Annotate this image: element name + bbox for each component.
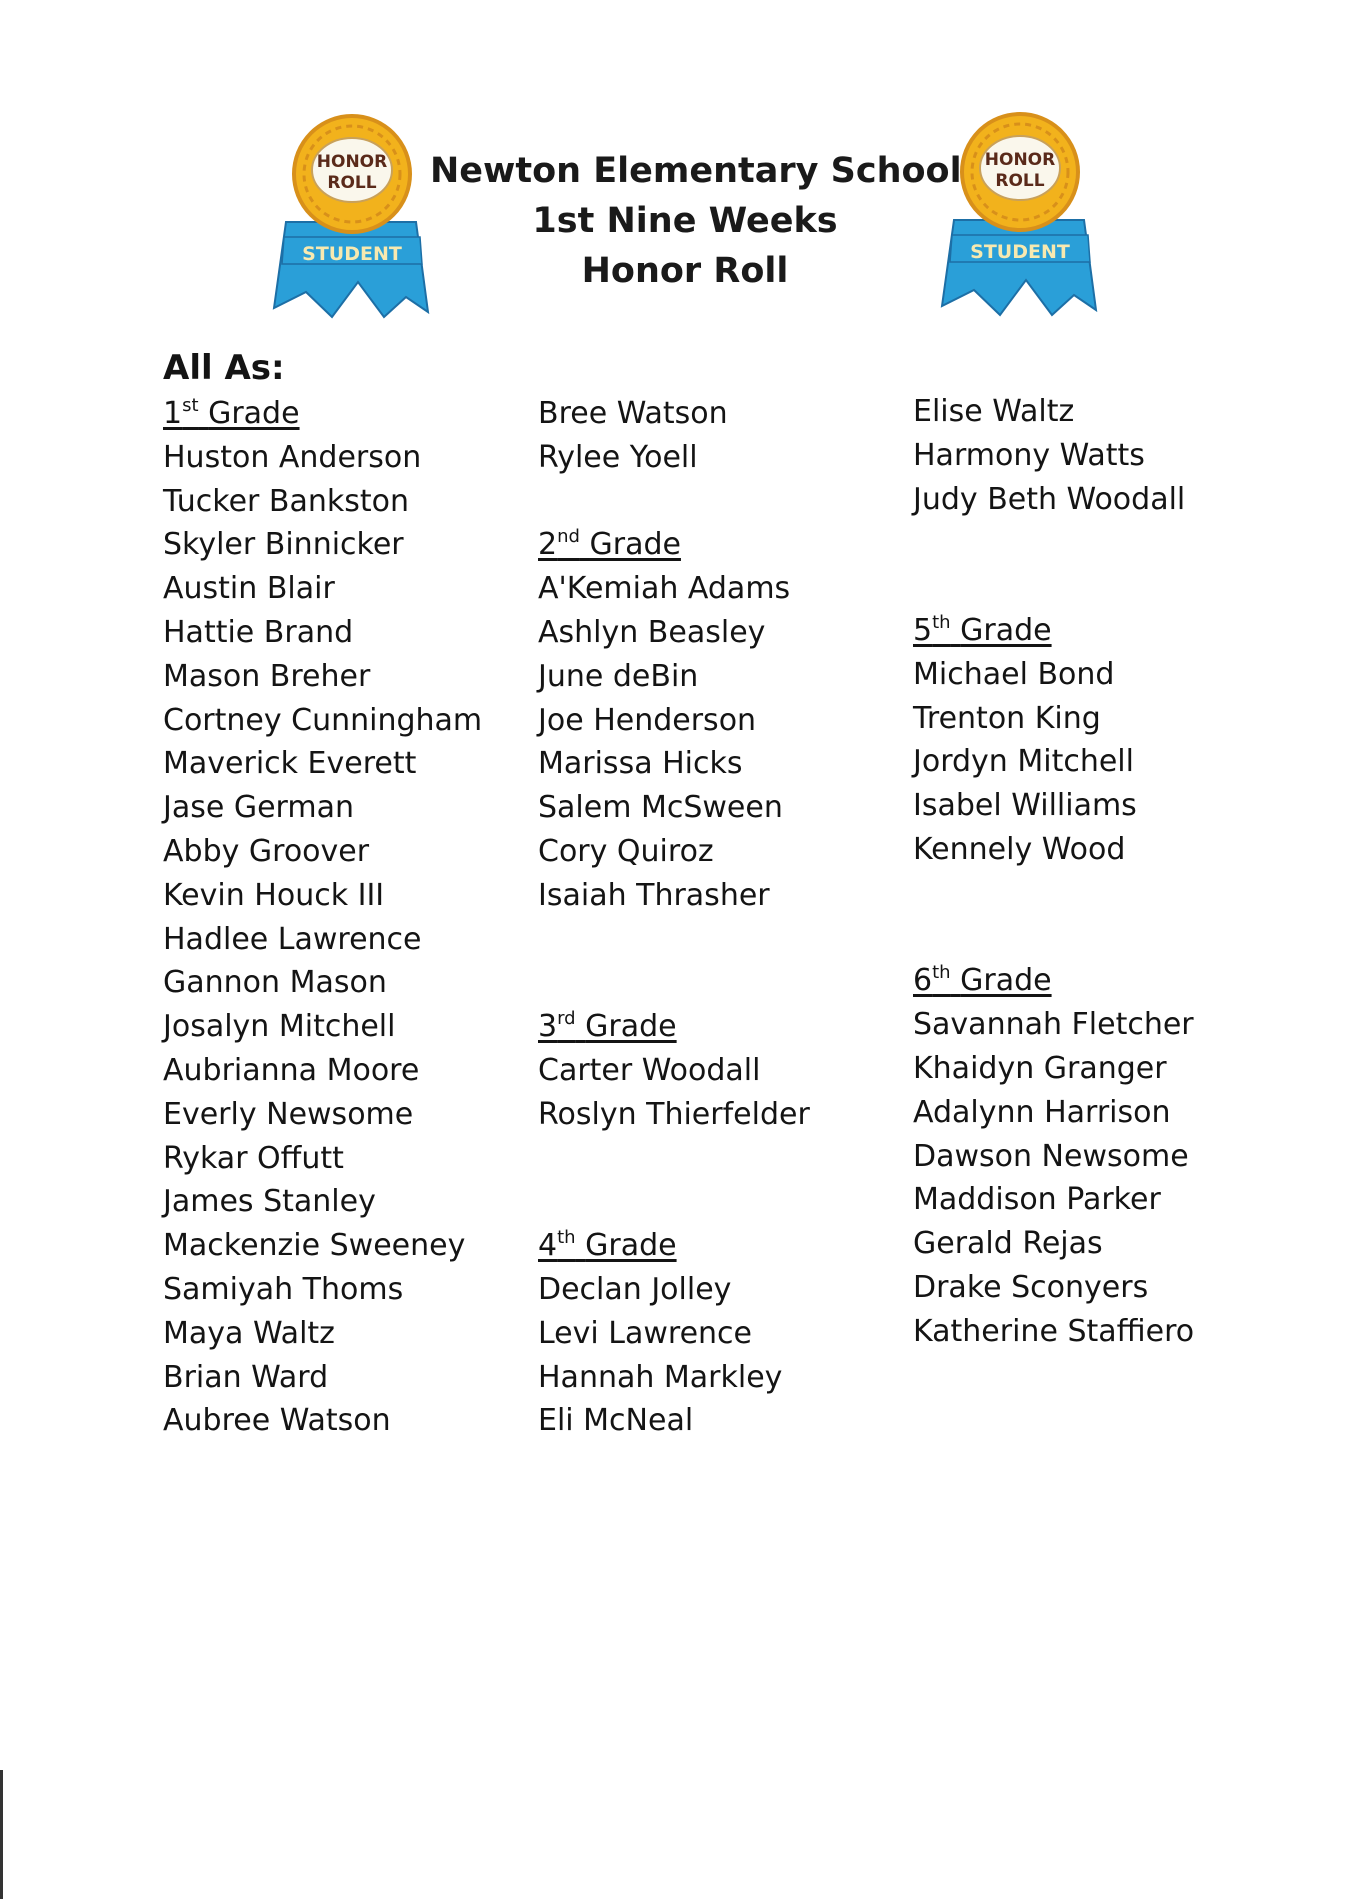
grade-heading-5th <box>913 609 1323 653</box>
grade-number: 3 <box>538 1009 558 1045</box>
column-1 <box>163 392 576 1443</box>
spacer <box>913 872 1323 916</box>
grade-number: 2 <box>538 527 558 563</box>
student-name: Khaidyn Granger <box>913 1050 1167 1086</box>
student-name: Bree Watson <box>538 396 728 431</box>
grade-ordinal-suffix: st <box>182 395 199 416</box>
spacer <box>538 961 951 1005</box>
student-name: Adalynn Harrison <box>913 1094 1171 1130</box>
spacer <box>538 1180 948 1224</box>
student-name: Hattie Brand <box>163 614 354 650</box>
grade-ordinal-suffix: th <box>932 611 951 633</box>
spacer <box>913 565 1323 609</box>
student-name: Marissa Hicks <box>538 746 743 782</box>
student-name: Mason Breher <box>163 658 371 694</box>
column-2 <box>538 392 951 1443</box>
student-name: Aubree Watson <box>163 1403 391 1439</box>
student-name: Elise Waltz <box>913 394 1075 429</box>
student-list <box>538 567 951 917</box>
student-name: Hadlee Lawrence <box>163 921 422 957</box>
honor-roll-ribbon-icon-right <box>934 110 1104 320</box>
grade-number: 6 <box>913 963 933 999</box>
honor-roll-ribbon-icon-left <box>266 112 436 322</box>
grade-number: 4 <box>538 1228 558 1264</box>
student-name: Samiyah Thoms <box>163 1271 404 1307</box>
student-name: Isaiah Thrasher <box>538 877 770 913</box>
grade-ordinal-suffix: th <box>932 962 951 984</box>
grade-word: Grade <box>585 1009 677 1045</box>
ribbon-text-honor: HONOR <box>316 152 388 172</box>
grade-word: Grade <box>585 1228 677 1264</box>
student-name: Harmony Watts <box>913 437 1145 473</box>
spacer <box>913 916 1323 960</box>
term-title: 1st Nine Weeks <box>532 201 838 241</box>
student-list <box>538 1268 948 1443</box>
student-name: Isabel Williams <box>913 788 1137 824</box>
student-list <box>163 436 576 1443</box>
grade-heading-2nd <box>538 523 948 567</box>
grade-word: Grade <box>960 612 1052 648</box>
honor-roll-title: Honor Roll <box>581 251 789 291</box>
student-name: Everly Newsome <box>163 1096 414 1132</box>
ribbon-text-roll: ROLL <box>995 171 1045 191</box>
student-name: Ashlyn Beasley <box>538 614 766 650</box>
student-name: Skyler Binnicker <box>163 527 404 563</box>
student-name: Aubrianna Moore <box>163 1052 420 1088</box>
student-name: Hannah Markley <box>538 1359 783 1395</box>
student-name: Katherine Staffiero <box>913 1313 1195 1349</box>
student-name: Gerald Rejas <box>913 1226 1103 1262</box>
student-name: Michael Bond <box>913 656 1115 692</box>
student-name: Drake Sconyers <box>913 1269 1149 1305</box>
student-list <box>913 1003 1323 1353</box>
page-header <box>430 146 962 296</box>
spacer <box>538 918 948 962</box>
student-name: Cory Quiroz <box>538 833 714 869</box>
student-name: Trenton King <box>913 700 1101 736</box>
ribbon-band-text: STUDENT <box>302 243 402 265</box>
student-list <box>538 392 948 480</box>
student-name: Judy Beth Woodall <box>913 481 1186 517</box>
grade-ordinal-suffix: rd <box>557 1008 576 1030</box>
student-name: Salem McSween <box>538 790 783 826</box>
grade-heading-6th <box>913 959 1323 1003</box>
student-name: Dawson Newsome <box>913 1138 1189 1174</box>
grade-word: Grade <box>960 963 1052 999</box>
ribbon-text-roll: ROLL <box>327 173 377 193</box>
student-name: Joe Henderson <box>538 702 757 738</box>
scan-edge-mark <box>0 1770 3 1899</box>
grade-ordinal-suffix: nd <box>557 526 580 548</box>
student-name: Josalyn Mitchell <box>163 1009 396 1045</box>
student-name: James Stanley <box>163 1184 376 1220</box>
grade-heading-1st <box>163 392 573 436</box>
grade-heading-3rd <box>538 1005 948 1049</box>
student-name: Maddison Parker <box>913 1182 1161 1218</box>
student-name: Kennely Wood <box>913 831 1126 867</box>
school-name: Newton Elementary School <box>430 151 962 191</box>
student-name: Savannah Fletcher <box>913 1007 1194 1043</box>
grade-ordinal-suffix: th <box>557 1227 576 1249</box>
student-name: Cortney Cunningham <box>163 702 483 738</box>
grade-word: Grade <box>589 527 681 563</box>
student-name: Mackenzie Sweeney <box>163 1228 466 1264</box>
student-name: Eli McNeal <box>538 1403 694 1439</box>
student-name: Abby Groover <box>163 833 370 869</box>
grade-number: 1 <box>163 396 183 431</box>
student-name: Rykar Offutt <box>163 1140 344 1176</box>
grade-heading-4th <box>538 1224 948 1268</box>
column-3 <box>913 390 1323 1354</box>
student-name: Kevin Houck III <box>163 877 385 913</box>
student-name: Maverick Everett <box>163 746 417 782</box>
student-list <box>913 653 1323 872</box>
student-name: A'Kemiah Adams <box>538 571 791 607</box>
student-name: Maya Waltz <box>163 1315 335 1351</box>
student-name: Tucker Bankston <box>163 483 410 519</box>
student-name: Rylee Yoell <box>538 439 698 475</box>
student-name: Huston Anderson <box>163 439 422 475</box>
student-name: June deBin <box>538 658 699 694</box>
student-name: Declan Jolley <box>538 1271 732 1307</box>
student-name: Jase German <box>163 790 354 826</box>
ribbon-text-honor: HONOR <box>984 150 1056 170</box>
student-list <box>538 1049 948 1137</box>
student-name: Jordyn Mitchell <box>913 744 1134 780</box>
student-name: Gannon Mason <box>163 965 387 1001</box>
spacer <box>538 480 948 524</box>
student-name: Austin Blair <box>163 571 335 607</box>
spacer <box>913 521 1323 565</box>
spacer <box>538 1137 948 1181</box>
student-name: Roslyn Thierfelder <box>538 1096 810 1132</box>
grade-word: Grade <box>208 396 300 431</box>
section-heading-all-as: All As: <box>163 348 285 388</box>
student-name: Brian Ward <box>163 1359 329 1395</box>
grade-number: 5 <box>913 612 933 648</box>
student-list <box>913 390 1323 521</box>
student-name: Carter Woodall <box>538 1052 761 1088</box>
ribbon-band-text: STUDENT <box>970 241 1070 263</box>
student-name: Levi Lawrence <box>538 1315 752 1351</box>
